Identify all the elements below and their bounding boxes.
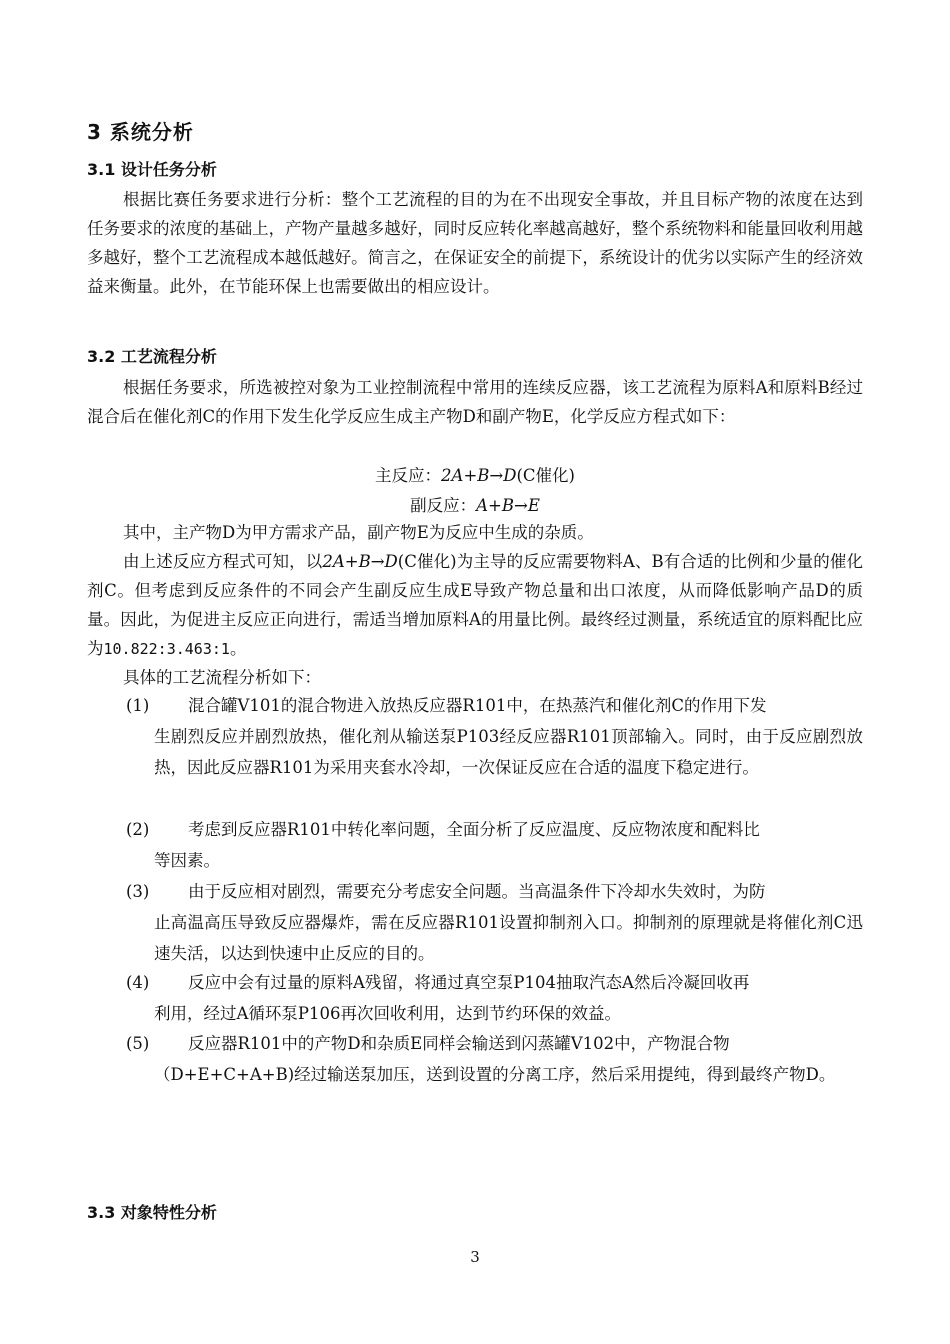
list-item-number: (2) xyxy=(126,820,150,839)
list-item-continuation: 等因素。 xyxy=(154,851,220,870)
list-item xyxy=(126,690,863,783)
list-item-first-line: 由于反应相对剧烈，需要充分考虑安全问题。当高温条件下冷却水失效时，为防 xyxy=(188,882,766,901)
paragraph-process-list-intro: 具体的工艺流程分析如下： xyxy=(123,668,321,687)
subsection-title-3-1: 3.1 设计任务分析 xyxy=(87,160,217,179)
equation-side-formula: A+B→E xyxy=(476,496,540,515)
equation-side-reaction xyxy=(0,492,950,516)
list-item-number: (4) xyxy=(126,973,150,992)
paragraph-ratio xyxy=(87,547,863,664)
equation-main-formula: 2A+B→D xyxy=(441,466,517,485)
list-item-first-line: 反应中会有过量的原料A残留，将通过真空泵P104抽取汽态A然后冷凝回收再 xyxy=(188,973,750,992)
list-item-continuation: 利用，经过A循环泵P106再次回收利用，达到节约环保的效益。 xyxy=(154,1004,622,1023)
list-item xyxy=(126,1028,863,1090)
list-item xyxy=(126,967,863,1029)
paragraph-products: 其中，主产物D为甲方需求产品，副产物E为反应中生成的杂质。 xyxy=(123,523,594,542)
list-item-first-line: 反应器R101中的产物D和杂质E同样会输送到闪蒸罐V102中，产物混合物 xyxy=(188,1034,730,1053)
ratio-inline-equation: 2A+B→D xyxy=(322,552,398,571)
paragraph-process-intro: 根据任务要求，所选被控对象为工业控制流程中常用的连续反应器，该工艺流程为原料A和原料B经过混合后在催化剂C的作用下发生化学反应生成主产物D和副产物E，化学反应方程式如下： xyxy=(87,378,863,426)
equation-main-note: (C催化) xyxy=(516,466,575,485)
list-item-continuation: 止高温高压导致反应器爆炸，需在反应器R101设置抑制剂入口。抑制剂的原理就是将催化剂C迅速失活，以达到快速中止反应的目的。 xyxy=(154,913,863,963)
list-item-continuation: （D+E+C+A+B)经过输送泵加压，送到设置的分离工序，然后采用提纯，得到最终产物D。 xyxy=(154,1065,836,1084)
equation-main-label: 主反应： xyxy=(375,466,442,485)
equation-side-label: 副反应： xyxy=(410,496,477,515)
ratio-value: 10.822:3.463:1 xyxy=(103,640,230,658)
ratio-text-b: (C催化)为主导的反应需要物料A、B有合适的比例和少量的催化剂C。但考虑到反应条件的不同会产生副反应生成E导致产物总量和出口浓度，从而降低影响产品D的质量。因此，为促进主反应正向进行，需适当增加原料A的用量比例。最终经过测量，系统适宜的原料配比应为 xyxy=(87,552,863,658)
list-item-first-line: 考虑到反应器R101中转化率问题，全面分析了反应温度、反应物浓度和配料比 xyxy=(188,820,760,839)
section-title: 3 系统分析 xyxy=(87,120,194,144)
list-item xyxy=(126,876,863,969)
subsection-title-3-2: 3.2 工艺流程分析 xyxy=(87,347,217,366)
list-item-continuation: 生剧烈反应并剧烈放热，催化剂从输送泵P103经反应器R101顶部输入。同时，由于反应剧烈放热，因此反应器R101为采用夹套水冷却，一次保证反应在合适的温度下稳定进行。 xyxy=(154,727,863,777)
list-item-number: (5) xyxy=(126,1034,150,1053)
equation-main-reaction xyxy=(0,462,950,486)
list-item xyxy=(126,814,863,876)
list-item-first-line: 混合罐V101的混合物进入放热反应器R101中，在热蒸汽和催化剂C的作用下发 xyxy=(188,696,767,715)
list-item-number: (1) xyxy=(126,696,150,715)
ratio-text-a: 由上述反应方程式可知，以 xyxy=(123,552,323,571)
paragraph-task-analysis: 根据比赛任务要求进行分析：整个工艺流程的目的为在不出现安全事故，并且目标产物的浓度在达到任务要求的浓度的基础上，产物产量越多越好，同时反应转化率越高越好，整个系统物料和能量回收利用越多越好，整个工艺流程成本越低越好。简言之，在保证安全的前提下，系统设计的优劣以实际产生的经济效益来衡量。此外，在节能环保上也需要做出的相应设计。 xyxy=(87,190,863,296)
list-item-number: (3) xyxy=(126,882,150,901)
subsection-title-3-3: 3.3 对象特性分析 xyxy=(87,1203,217,1222)
page-number: 3 xyxy=(470,1248,480,1266)
ratio-text-end: 。 xyxy=(229,639,247,658)
